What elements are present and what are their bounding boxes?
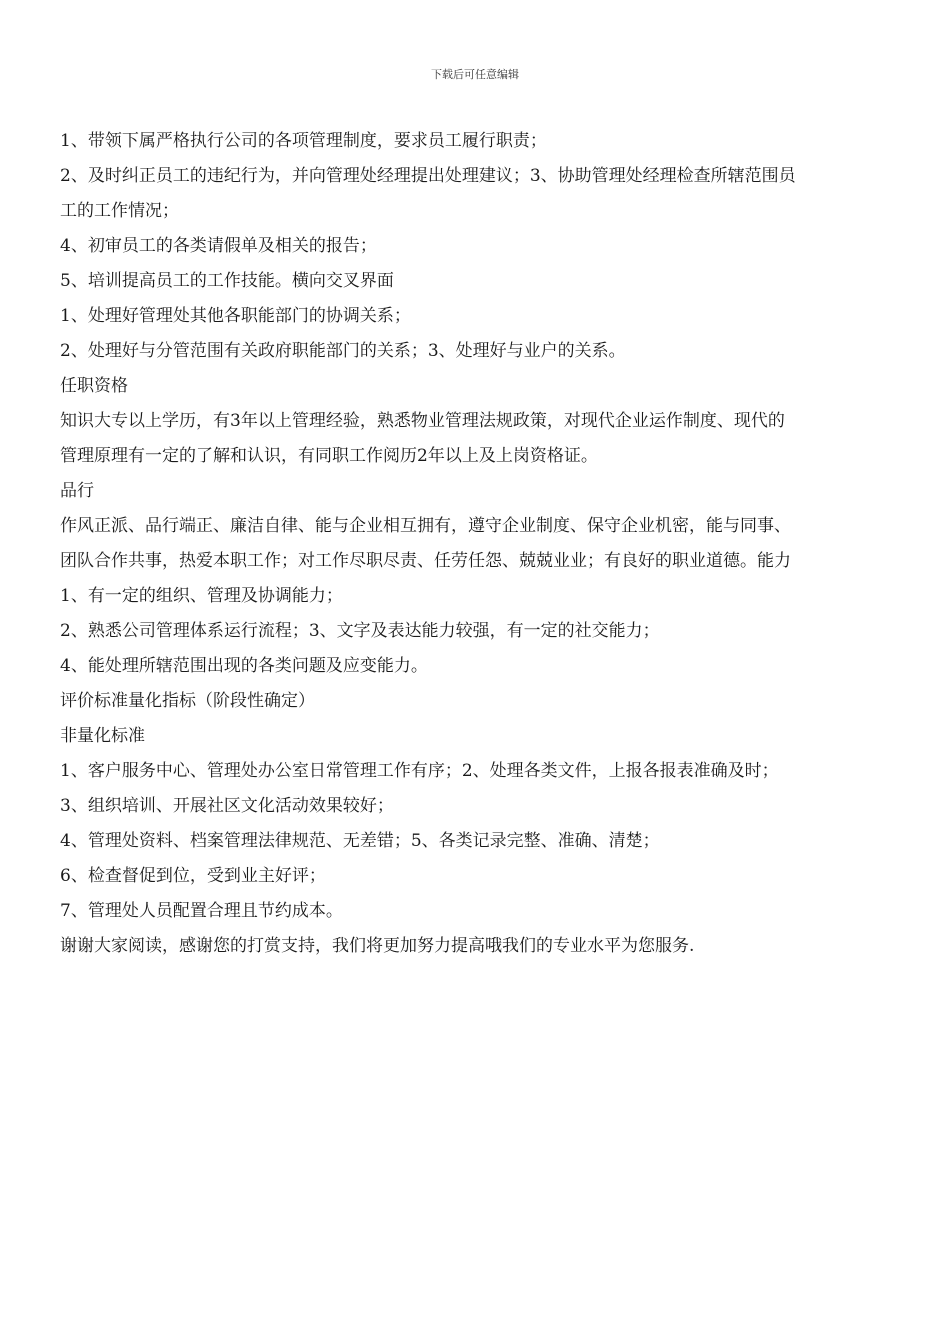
- text-line: 知识大专以上学历，有3年以上管理经验，熟悉物业管理法规政策，对现代企业运作制度、现代的: [60, 411, 785, 431]
- page-header: 下载后可任意编辑: [431, 68, 519, 81]
- text-line: 4、能处理所辖范围出现的各类问题及应变能力。: [60, 656, 428, 676]
- text-line: 1、有一定的组织、管理及协调能力；: [60, 586, 343, 606]
- text-line: 4、管理处资料、档案管理法律规范、无差错；5、各类记录完整、准确、清楚；: [60, 831, 660, 851]
- text-line: 2、及时纠正员工的违纪行为，并向管理处经理提出处理建议；3、协助管理处经理检查所辖范围员: [60, 166, 796, 186]
- text-line: 1、客户服务中心、管理处办公室日常管理工作有序；2、处理各类文件，上报各报表准确及时；: [60, 761, 779, 781]
- section-heading: 非量化标准: [60, 726, 145, 746]
- section-heading: 任职资格: [60, 376, 128, 396]
- section-heading: 品行: [60, 481, 94, 501]
- section-heading: 评价标准量化指标（阶段性确定）: [60, 691, 315, 711]
- text-line: 2、熟悉公司管理体系运行流程；3、文字及表达能力较强，有一定的社交能力；: [60, 621, 660, 641]
- text-line: 1、带领下属严格执行公司的各项管理制度，要求员工履行职责；: [60, 131, 547, 151]
- text-line: 管理原理有一定的了解和认识，有同职工作阅历2年以上及上岗资格证。: [60, 446, 598, 466]
- text-line: 4、初审员工的各类请假单及相关的报告；: [60, 236, 377, 256]
- closing-line: 谢谢大家阅读，感谢您的打赏支持，我们将更加努力提高哦我们的专业水平为您服务.: [60, 936, 695, 956]
- text-line: 5、培训提高员工的工作技能。横向交叉界面: [60, 271, 394, 291]
- text-line: 7、管理处人员配置合理且节约成本。: [60, 901, 343, 921]
- text-line: 3、组织培训、开展社区文化活动效果较好；: [60, 796, 394, 816]
- text-line: 工的工作情况；: [60, 201, 179, 221]
- text-line: 1、处理好管理处其他各职能部门的协调关系；: [60, 306, 411, 326]
- text-line: 2、处理好与分管范围有关政府职能部门的关系；3、处理好与业户的关系。: [60, 341, 626, 361]
- text-line: 作风正派、品行端正、廉洁自律、能与企业相互拥有，遵守企业制度、保守企业机密，能与同事、: [60, 516, 791, 536]
- text-line: 6、检查督促到位，受到业主好评；: [60, 866, 326, 886]
- document-body: [60, 124, 890, 964]
- text-line: 团队合作共事，热爱本职工作；对工作尽职尽责、任劳任怨、兢兢业业；有良好的职业道德。能力: [60, 551, 791, 571]
